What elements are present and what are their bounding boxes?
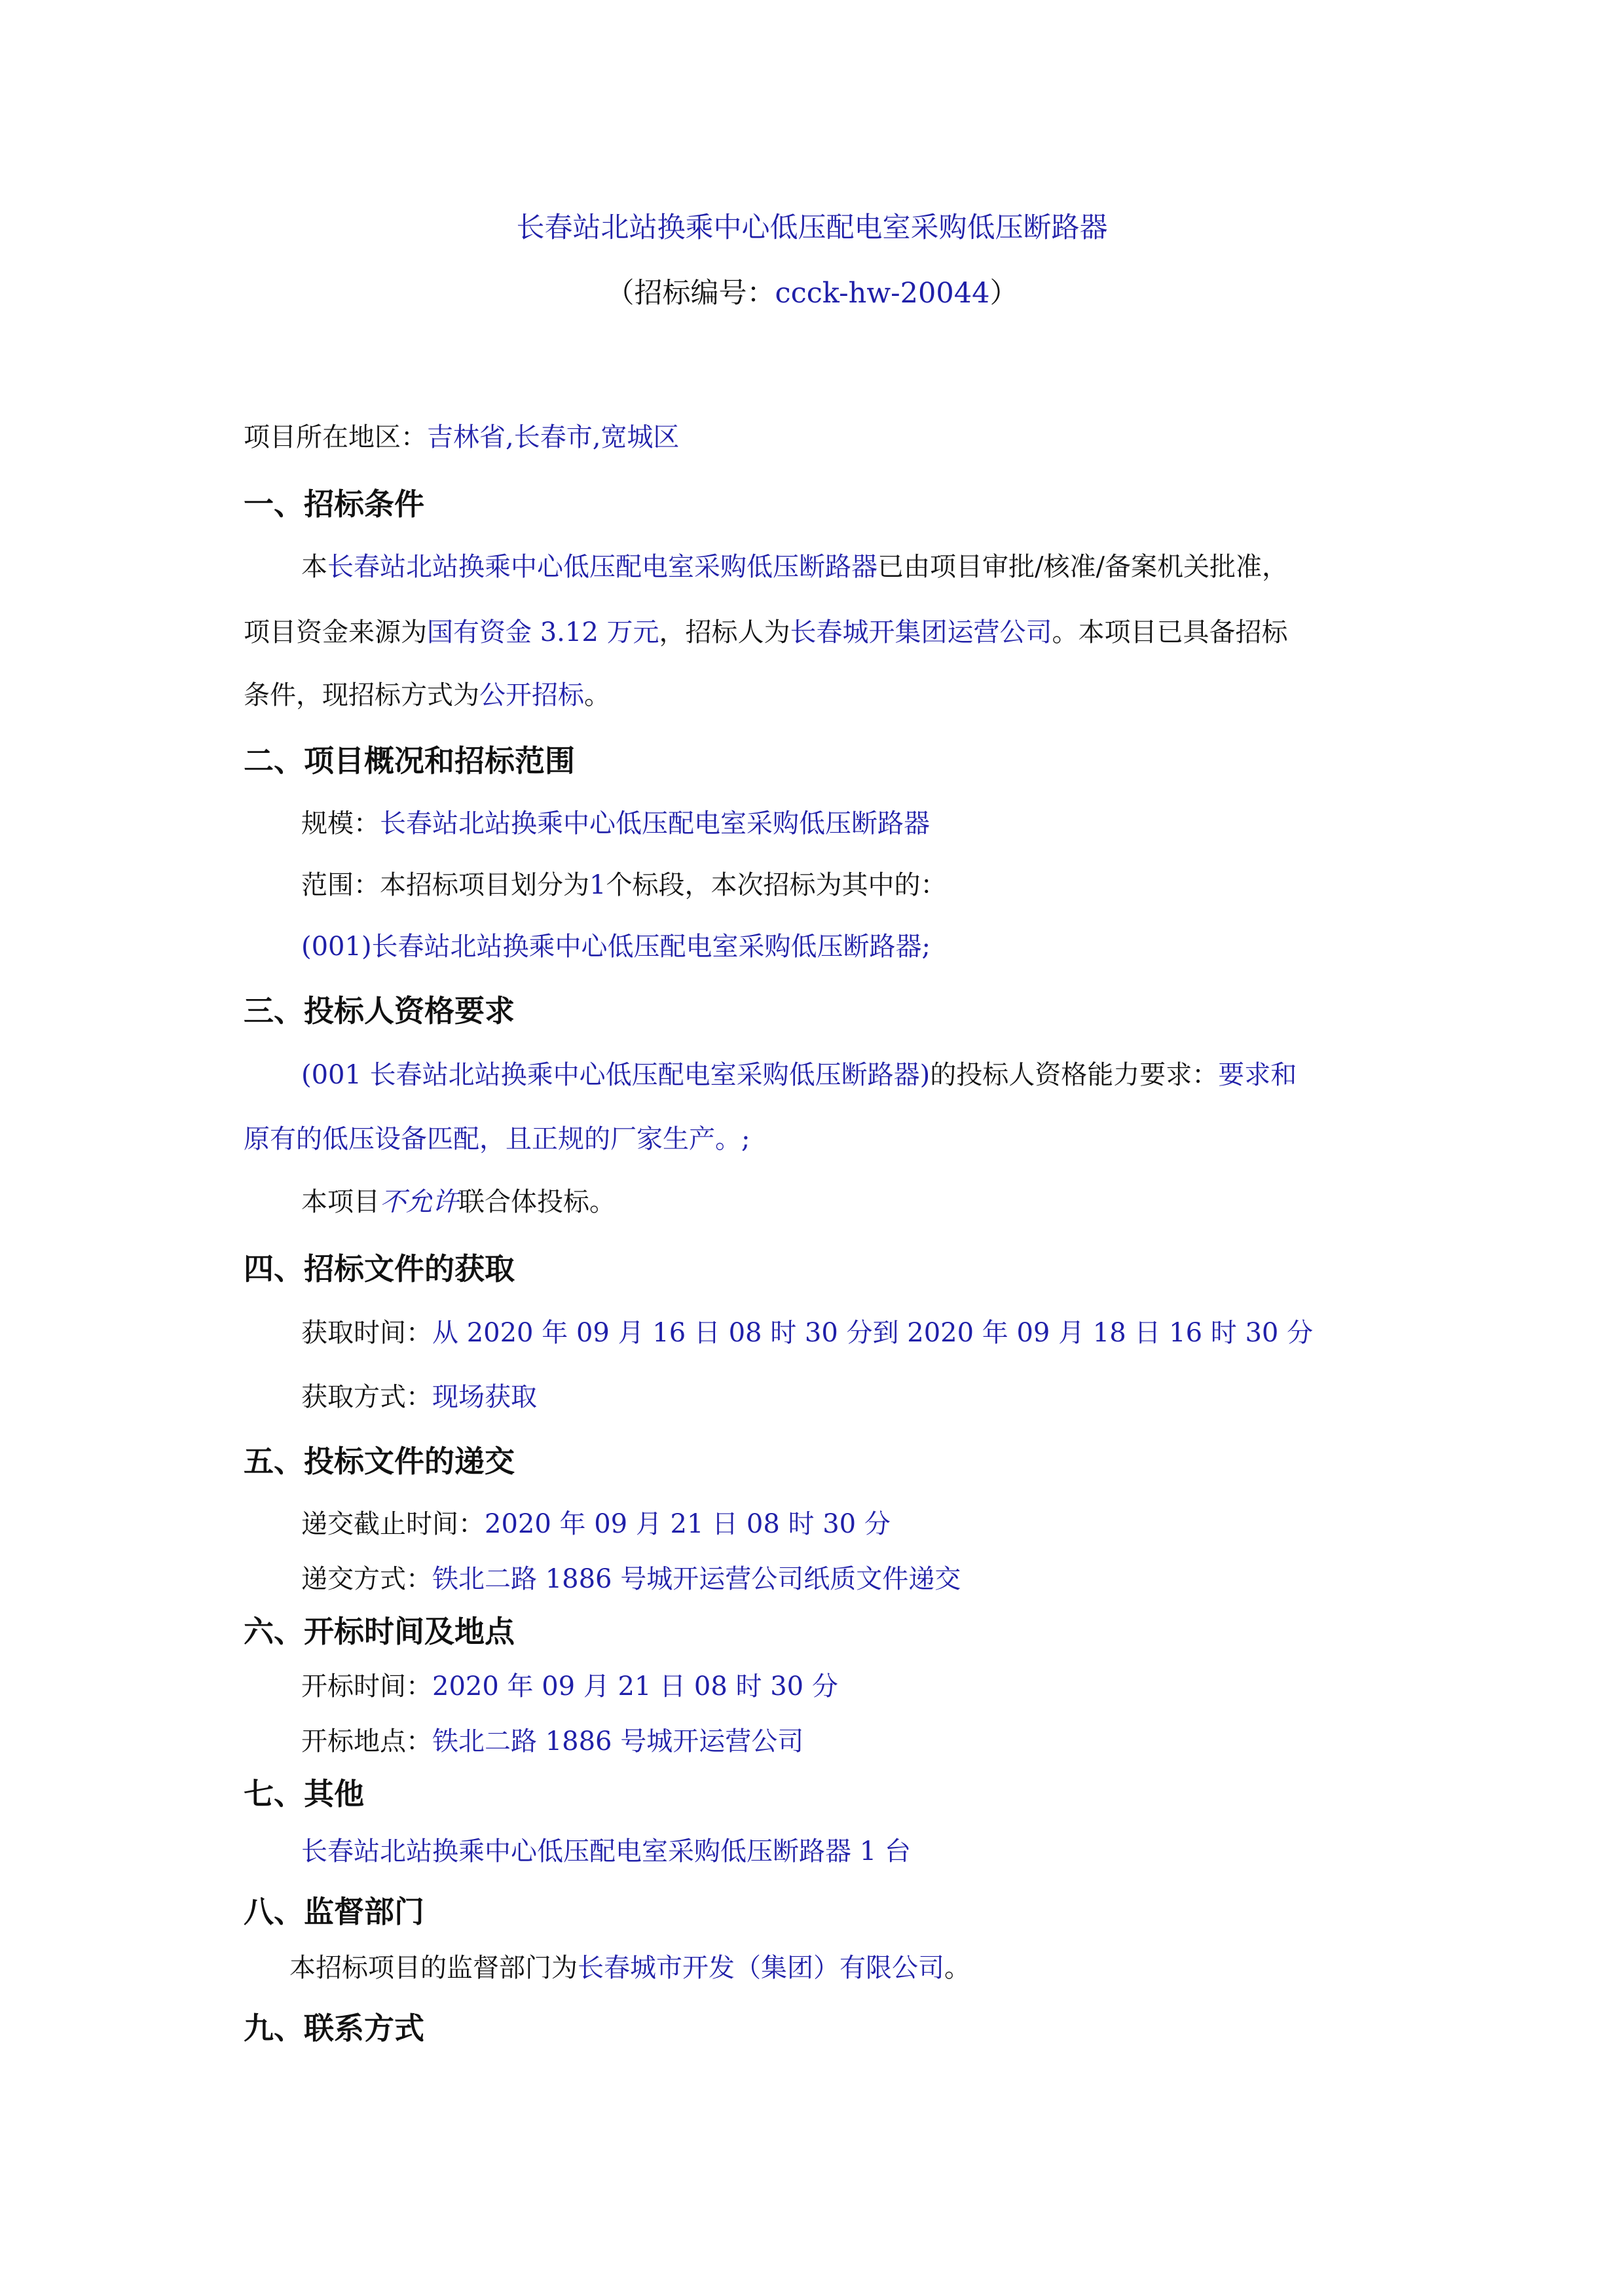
bid-number-prefix: （招标编号： (606, 277, 775, 310)
s1-line-2 (244, 614, 1288, 651)
s1-text-c: 已由项目审批/核准/备案机关批准， (877, 552, 1288, 582)
s1-line-3 (244, 677, 610, 714)
section-heading-7: 七、其他 (244, 1776, 364, 1812)
s6-time (301, 1668, 838, 1705)
section-heading-9: 九、联系方式 (244, 2011, 424, 2046)
s8-text-c: 。 (944, 1953, 970, 1983)
s3-text-c: 联合体投标。 (458, 1187, 616, 1217)
s6-place (301, 1723, 803, 1760)
bid-number (0, 274, 1624, 313)
s4-time-value: 从 2020 年 09 月 16 日 08 时 30 分到 2020 年 09 月 18 日 16 时 30 分 (432, 1318, 1314, 1348)
s1-method-label: 条件，现招标方式为 (244, 680, 479, 710)
s1-funding-value: 国有资金 3.12 万元 (427, 617, 659, 647)
s1-tenderer-value: 长春城开集团运营公司 (790, 617, 1052, 647)
s3-lot-name: (001 长春站北站换乘中心低压配电室采购低压断路器) (301, 1060, 931, 1090)
section-heading-1: 一、招标条件 (244, 486, 424, 522)
s4-time (301, 1315, 1313, 1351)
s1-line-1 (301, 549, 1288, 585)
section-heading-8: 八、监督部门 (244, 1894, 424, 1929)
s2-range-c: 个标段，本次招标为其中的： (606, 870, 947, 900)
bid-number-value: ccck-hw-20044 (775, 277, 990, 310)
s4-method-value: 现场获取 (432, 1382, 537, 1412)
s4-method (301, 1379, 537, 1415)
s1-funding-label: 项目资金来源为 (244, 617, 427, 647)
section-heading-3: 三、投标人资格要求 (244, 993, 515, 1029)
s2-range-a: 范围：本招标项目划分为 (301, 870, 589, 900)
s1-text-end: 。 (584, 680, 610, 710)
s1-text-e: 。本项目已具备招标 (1052, 617, 1288, 647)
s3-line-3 (301, 1184, 616, 1220)
region-label: 项目所在地区： (244, 422, 427, 452)
s5-deadline-value: 2020 年 09 月 21 日 08 时 30 分 (485, 1509, 891, 1539)
s3-requirement-start: 要求和 (1218, 1060, 1297, 1090)
s5-method-label: 递交方式： (301, 1564, 432, 1594)
s3-consortium-value: 不允许 (380, 1187, 458, 1217)
s5-method (301, 1561, 961, 1597)
s7-text: 长春站北站换乘中心低压配电室采购低压断路器 1 台 (301, 1836, 911, 1867)
s6-time-label: 开标时间： (301, 1671, 432, 1702)
s4-method-label: 获取方式： (301, 1382, 432, 1412)
s2-lot: (001)长春站北站换乘中心低压配电室采购低压断路器; (301, 932, 931, 962)
section-heading-6: 六、开标时间及地点 (244, 1614, 515, 1649)
region-value: 吉林省,长春市,宽城区 (427, 422, 680, 452)
s1-text-a: 本 (301, 552, 327, 582)
s2-scale-value: 长春站北站换乘中心低压配电室采购低压断路器 (380, 809, 930, 839)
s8-text-a: 本招标项目的监督部门为 (289, 1953, 578, 1983)
s3-text-a: 本项目 (301, 1187, 380, 1217)
s3-line-2: 原有的低压设备匹配，且正规的厂家生产。; (244, 1124, 750, 1154)
s1-tenderer-label: ，招标人为 (659, 617, 790, 647)
s8-text (289, 1950, 970, 1986)
s5-deadline-label: 递交截止时间： (301, 1509, 485, 1539)
s1-method-value: 公开招标 (479, 680, 584, 710)
s2-range (301, 867, 946, 903)
project-region (244, 419, 679, 456)
section-heading-4: 四、招标文件的获取 (244, 1251, 515, 1286)
section-heading-2: 二、项目概况和招标范围 (244, 743, 575, 778)
s2-scale-label: 规模： (301, 809, 380, 839)
s1-project-name: 长春站北站换乘中心低压配电室采购低压断路器 (327, 552, 877, 582)
section-heading-5: 五、投标文件的递交 (244, 1444, 515, 1479)
bid-number-suffix: ） (989, 277, 1018, 310)
s6-time-value: 2020 年 09 月 21 日 08 时 30 分 (432, 1671, 838, 1702)
s2-lot-count: 1 (589, 870, 606, 900)
s2-scale (301, 805, 930, 842)
s3-line-1 (301, 1057, 1297, 1093)
s4-time-label: 获取时间： (301, 1318, 432, 1348)
s8-authority: 长春城市开发（集团）有限公司 (578, 1953, 944, 1983)
s6-place-label: 开标地点： (301, 1726, 432, 1757)
document-title: 长春站北站换乘中心低压配电室采购低压断路器 (516, 211, 1108, 244)
s6-place-value: 铁北二路 1886 号城开运营公司 (432, 1726, 804, 1757)
s5-method-value: 铁北二路 1886 号城开运营公司纸质文件递交 (432, 1564, 961, 1594)
s5-deadline (301, 1506, 891, 1542)
s3-requirement-label: 的投标人资格能力要求： (930, 1060, 1219, 1090)
